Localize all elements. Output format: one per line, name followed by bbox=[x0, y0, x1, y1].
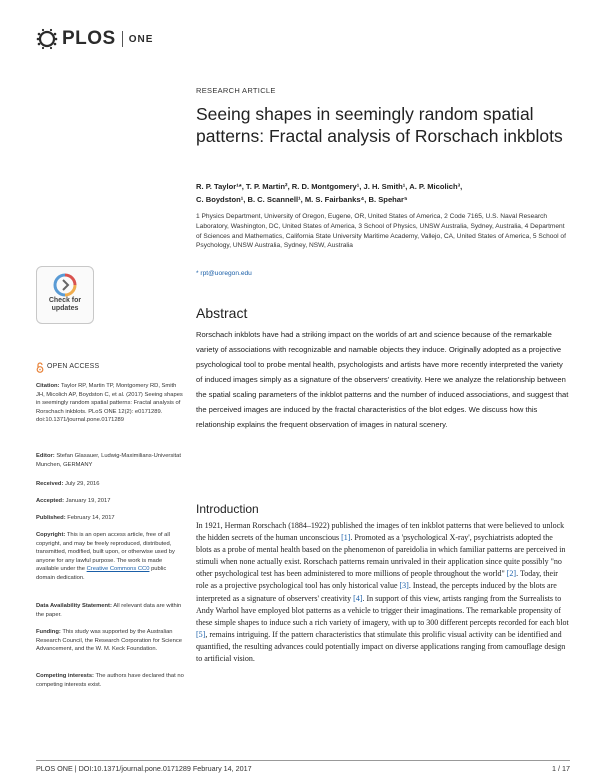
funding-block bbox=[36, 628, 184, 654]
check-for-updates-icon bbox=[53, 273, 77, 297]
editor-text: Stefan Glasauer, Ludwig-Maximilians-Universitat Munchen, GERMANY bbox=[36, 453, 181, 468]
editor-label: Editor: bbox=[36, 453, 55, 459]
received-block bbox=[36, 480, 184, 489]
journal-name: ONE bbox=[128, 33, 154, 45]
received-date: July 29, 2016 bbox=[65, 481, 100, 487]
competing-interests-label: Competing interests: bbox=[36, 673, 94, 679]
badge-label bbox=[37, 297, 93, 313]
article-title: Seeing shapes in seemingly random spatial patterns: Fractal analysis of Rorschach inkblots bbox=[196, 104, 563, 146]
affiliations: 1 Physics Department, University of Oregon, Eugene, OR, United States of America, 2 Code 7165, U.S. Naval Research Laboratory, Washington, DC, United States of America, 3 School of Physics, UNSW Australia, Sydney, Australia, 4 Department of Sciences and Mathematics, California State University Maritime Academy, Vallejo, CA, United States of America, 5 School of Psychology, UNSW Australia, Sydney, NSW, Australia bbox=[196, 213, 566, 250]
author-line-2: C. Boydston¹, B. C. Scannell¹, M. S. Fairbanks⁴, B. Spehar⁵ bbox=[196, 195, 408, 204]
page-number: 1 / 17 bbox=[552, 764, 570, 773]
citation-text: Taylor RP, Martin TP, Montgomery RD, Smith JH, Micolich AP, Boydston C, et al. (2017) Seeing shapes in seemingly random spatial patterns: Fractal analysis of Rorschach inkblots. PLoS ONE 12(2): e0171289. doi:10.1371/journal.pone.0171289 bbox=[36, 383, 183, 424]
publisher-name: PLOS bbox=[62, 28, 116, 49]
citation-link-2[interactable]: [2] bbox=[506, 569, 517, 579]
published-block bbox=[36, 514, 184, 523]
competing-interests-text: The authors have declared that no competing interests exist. bbox=[36, 673, 184, 688]
competing-interests-block bbox=[36, 672, 184, 689]
accepted-date: January 19, 2017 bbox=[65, 498, 111, 504]
intro-part-2: . Promoted as a 'psychological X-ray', psychiatrists adopted the blots as a probe of mental health based on the phenomenon of pareidolia in which familiar patterns are perceived in stimuli when none actually exist. Rorschach patterns remain unrivaled in their application since quite possibly "no other psychological test has been administered to more millions of people throughout the world" bbox=[196, 533, 566, 579]
data-availability-label: Data Availability Statement: bbox=[36, 603, 112, 609]
citation-block bbox=[36, 382, 184, 425]
intro-part-4: . Instead, the percepts induced by the blots are interpreted as a signature of observers' creativity bbox=[196, 581, 557, 603]
citation-link-5[interactable]: [5] bbox=[196, 629, 206, 639]
plos-logo-icon bbox=[36, 28, 58, 50]
author-list bbox=[196, 180, 570, 206]
funding-text: This study was supported by the Australian Research Council, the Research Corporation for Science Advancement, and the W. M. Keck Foundation. bbox=[36, 629, 182, 653]
footer-divider bbox=[36, 760, 570, 761]
open-access-label bbox=[36, 362, 184, 373]
footer-citation: PLOS ONE | DOI:10.1371/journal.pone.0171289 February 14, 2017 bbox=[36, 764, 252, 773]
copyright-tail: public domain dedication. bbox=[36, 566, 167, 581]
logo-divider bbox=[122, 31, 123, 47]
cc0-license-link[interactable]: Creative Commons CC0 bbox=[86, 566, 150, 573]
citation-link-1[interactable]: [1] bbox=[341, 533, 351, 543]
copyright-text: This is an open access article, free of all copyright, and may be freely reproduced, distributed, transmitted, modified, built upon, or otherwise used by anyone for any lawful purpose. The work is made available under the bbox=[36, 532, 175, 573]
intro-part-6: , remains intriguing. If the pattern characteristics that stimulate this prolific visual activity can be identified and quantified, the resulting advances could potentially impact on diverse applications ranging from camouflage design to artificial vision. bbox=[196, 629, 566, 664]
introduction-heading: Introduction bbox=[196, 502, 259, 516]
intro-part-1: In 1921, Herman Rorschach (1884–1922) published the images of ten inkblot patterns that were believed to unlock the hidden secrets of the human unconscious bbox=[196, 521, 565, 543]
badge-line-1: Check for bbox=[48, 297, 82, 304]
accepted-label: Accepted: bbox=[36, 498, 65, 504]
copyright-label: Copyright: bbox=[36, 532, 66, 538]
journal-logo bbox=[36, 28, 153, 50]
corresponding-email[interactable]: * rpt@uoregon.edu bbox=[196, 270, 252, 277]
citation-link-3[interactable]: [3] bbox=[399, 581, 409, 591]
check-for-updates-badge[interactable] bbox=[36, 266, 94, 324]
article-type: RESEARCH ARTICLE bbox=[196, 86, 276, 95]
citation-link-4[interactable]: [4] bbox=[353, 593, 363, 603]
received-label: Received: bbox=[36, 481, 64, 487]
citation-label: Citation: bbox=[36, 383, 60, 389]
abstract-heading: Abstract bbox=[196, 305, 248, 321]
open-access-text: OPEN ACCESS bbox=[47, 363, 100, 371]
published-label: Published: bbox=[36, 515, 66, 521]
open-lock-icon bbox=[36, 362, 44, 373]
data-availability-block bbox=[36, 602, 184, 619]
funding-label: Funding: bbox=[36, 629, 61, 635]
data-availability-text: All relevant data are within the paper. bbox=[36, 603, 182, 618]
introduction-text bbox=[196, 520, 570, 665]
published-date: February 14, 2017 bbox=[67, 515, 115, 521]
abstract-text: Rorschach inkblots have had a striking impact on the worlds of art and science because of the remarkable variety of associations with recognizable and namable objects they induce. Originally adopted as a projective psychological tool to probe mental health, psychologists and artists have more recently interpreted the variety of induced images simply as a signature of the observers' creativity. Here we analyze the relationship between the spatial scaling parameters of the inkblot patterns and the number of induced associations, and suggest that the perceived images are induced by the fractal characteristics of the blot edges. We discuss how this relationship explains the frequent observation of images in natural scenery. bbox=[196, 330, 569, 429]
editor-block bbox=[36, 452, 184, 469]
author-line-1: R. P. Taylor¹*, T. P. Martin², R. D. Montgomery¹, J. H. Smith¹, A. P. Micolich³, bbox=[196, 182, 463, 191]
accepted-block bbox=[36, 497, 184, 506]
copyright-block bbox=[36, 531, 184, 583]
intro-part-5: . In support of this view, artists ranging from the Surrealists to Andy Warhol have employed blot patterns as a vehicle to trigger their imaginations. The remarkable propensity of these simple shapes to induce such a rich variety of imagery, with up to 300 different percepts recorded for each blot bbox=[196, 593, 569, 627]
badge-line-2: updates bbox=[51, 305, 79, 312]
intro-part-3: . Today, their role as a projective psychological tool has only historical value bbox=[196, 569, 558, 591]
